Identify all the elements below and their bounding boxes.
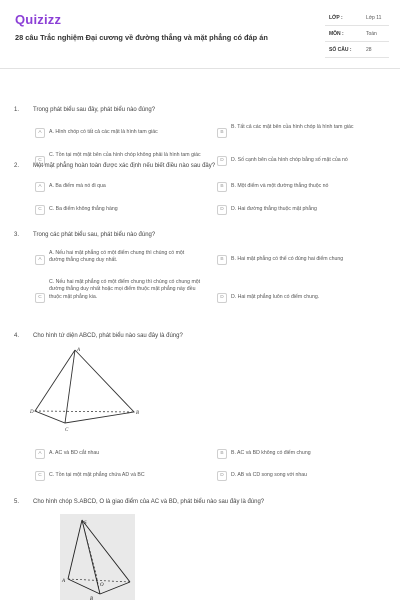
tetrahedron-figure (30, 347, 150, 437)
option-text: B. AC và BD không có điểm chung (231, 450, 311, 456)
meta-count-label: SỐ CÂU : (329, 47, 352, 53)
question-text: Trong phát biểu sau đây, phát biểu nào đúng? (33, 107, 156, 113)
option-letter-box: A (35, 255, 45, 265)
option-text: C. Ba điểm không thẳng hàng (49, 206, 118, 212)
vertex-label-d: D (30, 410, 34, 415)
option-text: B. Một điểm và một đường thẳng thuộc nó (231, 183, 329, 189)
tetrahedron-hidden-edge (35, 411, 134, 412)
option-letter-box: A (35, 182, 45, 192)
question-number: 5. (14, 499, 20, 505)
meta-class-value: Lớp 11 (366, 15, 382, 21)
option-letter-box: C (35, 293, 45, 303)
header (0, 0, 400, 69)
figure-photo-background (60, 514, 135, 600)
vertex-label-b: B (136, 411, 140, 416)
option-letter-box: D (217, 205, 227, 215)
page-title: 28 câu Trắc nghiệm Đại cương về đường thẳng và mặt phẳng có đáp án (15, 33, 268, 42)
vertex-label-c: C (65, 428, 69, 433)
option-letter-box: D (217, 156, 227, 166)
option-text: C. Tồn tại một mặt phẳng chứa AD và BC (49, 472, 145, 478)
vertex-label-a: A (77, 348, 81, 353)
meta-divider (325, 41, 389, 42)
option-letter-box: B (217, 255, 227, 265)
question-number: 3. (14, 232, 20, 238)
meta-divider (325, 57, 389, 58)
quizizz-logo[interactable]: Quizizz (15, 12, 62, 27)
option-text: B. Tất cả các mặt bên của hình chóp là hình tam giác (231, 124, 354, 130)
option-text: A. Ba điểm mà nó đi qua (49, 183, 106, 189)
meta-class-label: LỚP : (329, 15, 343, 21)
question-text: Trong các phát biểu sau, phát biểu nào đúng? (33, 232, 156, 238)
option-letter-box: B (217, 182, 227, 192)
option-text: C. Nếu hai mặt phẳng có một điểm chung thì chúng có chung một đường thẳng duy nhất hoặc mọi điểm thuộc mặt phẳng này đều thuộc mặt phẳng kia. (49, 279, 201, 300)
question-number: 4. (14, 333, 20, 339)
question-text: Cho hình chóp S.ABCD, O là giao điểm của AC và BD, phát biểu nào sau đây là đúng? (33, 499, 265, 505)
meta-divider (325, 25, 389, 26)
option-text: D. Hai mặt phẳng luôn có điểm chung. (231, 294, 320, 300)
option-letter-box: C (35, 205, 45, 215)
option-letter-box: B (217, 449, 227, 459)
tetrahedron-edge (65, 350, 75, 423)
vertex-label-b: B (90, 597, 94, 600)
option-letter-box: C (35, 471, 45, 481)
option-text: D. Hai đường thẳng thuộc mặt phẳng (231, 206, 317, 212)
vertex-label-a: A (62, 579, 66, 584)
option-letter-box: C (35, 156, 45, 166)
option-letter-box: A (35, 449, 45, 459)
question-number: 2. (14, 163, 20, 169)
option-text: D. AB và CD song song với nhau (231, 472, 308, 478)
option-text: A. Hình chóp có tất cả các mặt là hình tam giác (49, 129, 158, 135)
option-letter-box: D (217, 293, 227, 303)
question-text: Một mặt phẳng hoàn toàn được xác định nếu biết điều nào sau đây? (33, 163, 216, 169)
question-number: 1. (14, 107, 20, 113)
option-letter-box: A (35, 128, 45, 138)
question-text: Cho hình tứ diện ABCD, phát biểu nào sau đây là đúng? (33, 333, 183, 339)
meta-count-value: 28 (366, 47, 372, 53)
option-text: C. Tồn tại một mặt bên của hình chóp không phải là hình tam giác (49, 152, 201, 158)
vertex-label-s: S (84, 521, 87, 526)
option-text: A. AC và BD cắt nhau (49, 450, 100, 456)
option-text: A. Nếu hai mặt phẳng có một điểm chung thì chúng có một đường thẳng chung duy nhất. (49, 250, 185, 264)
meta-subject-value: Toán (366, 31, 377, 37)
option-text: B. Hai mặt phẳng có thể có đúng hai điểm chung (231, 256, 344, 262)
pyramid-figure (60, 514, 135, 600)
option-letter-box: D (217, 471, 227, 481)
point-label-o: O (100, 583, 104, 588)
meta-subject-label: MÔN : (329, 31, 344, 37)
option-letter-box: B (217, 128, 227, 138)
option-text: D. Số cạnh bên của hình chóp bằng số mặt của nó (231, 157, 348, 163)
